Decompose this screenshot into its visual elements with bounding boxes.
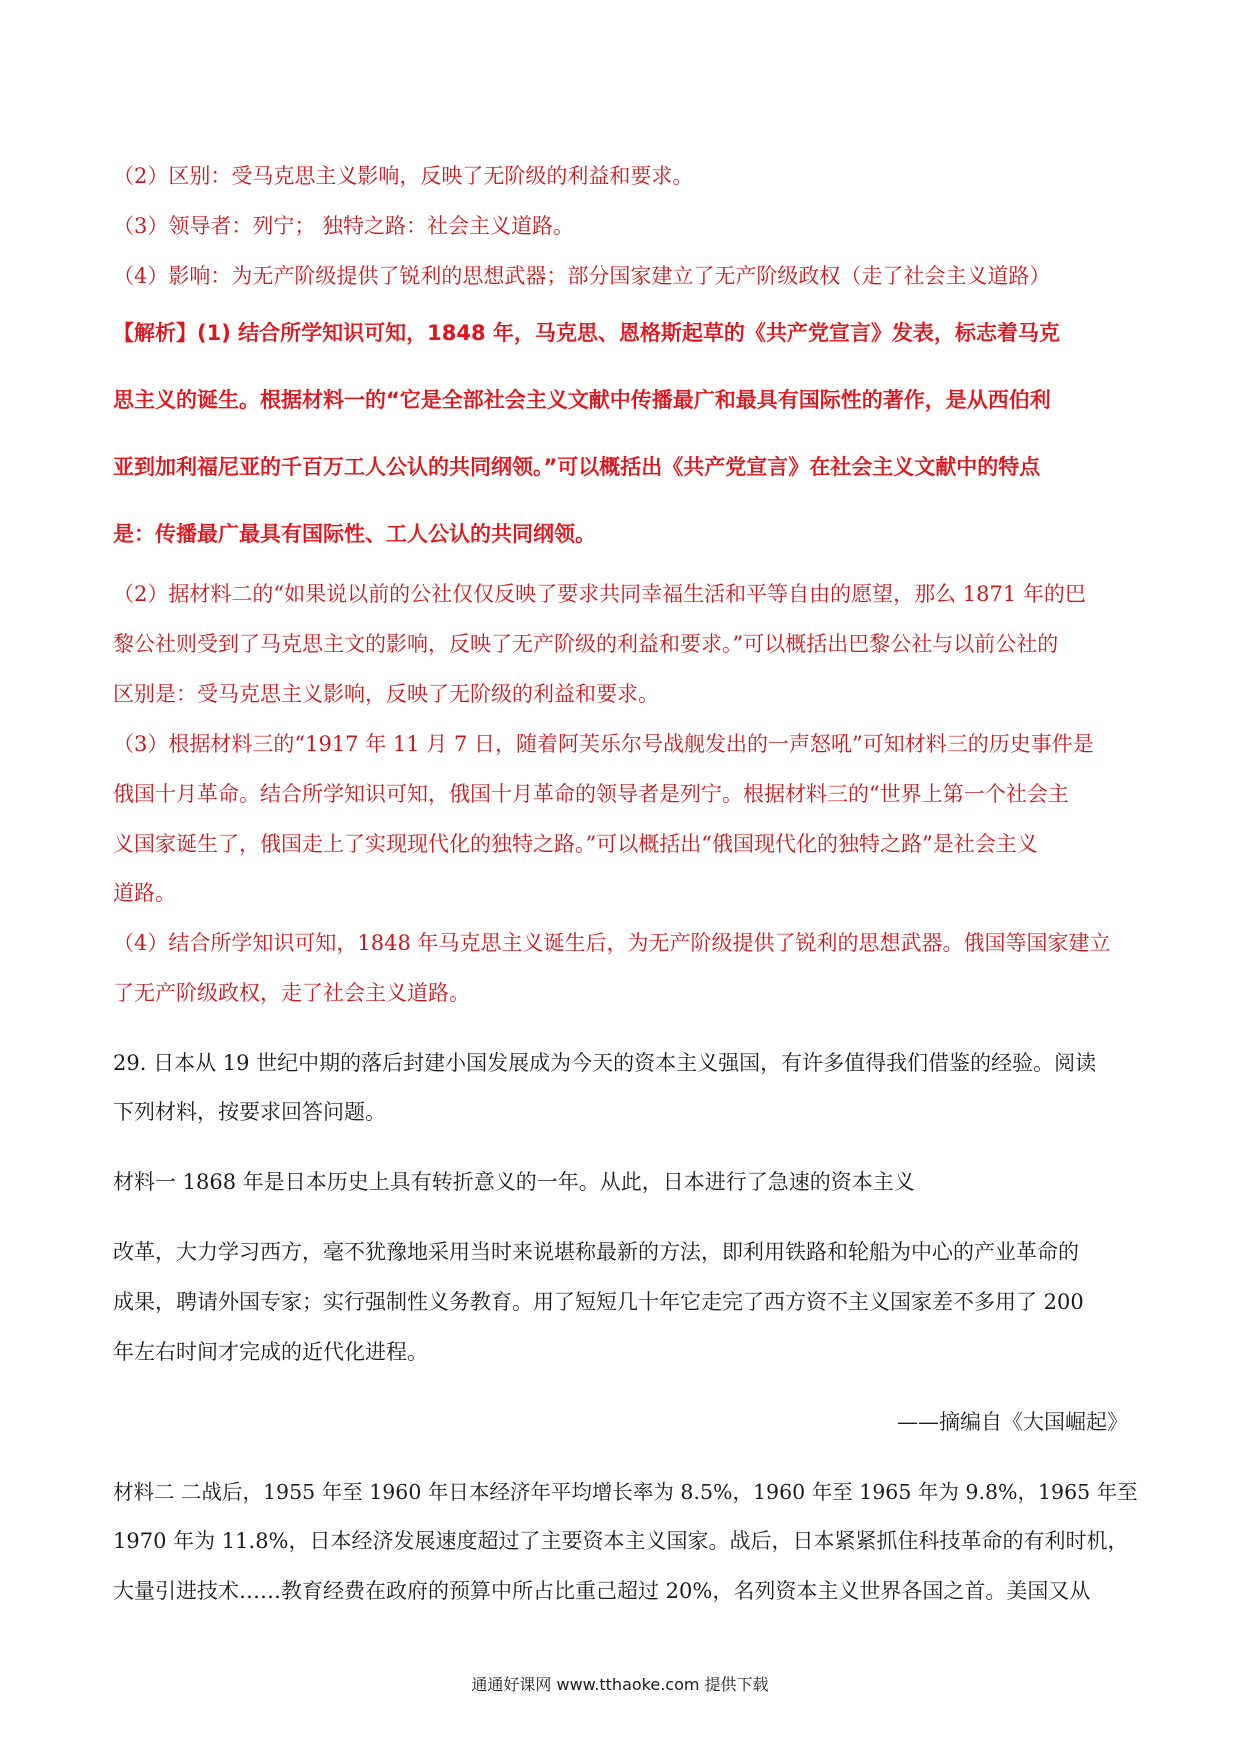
material-1-line-2: 改革，大力学习西方，毫不犹豫地采用当时来说堪称最新的方法，即利用铁路和轮船为中心的产业革命的 <box>113 1240 1079 1264</box>
material-1-source: ——摘编自《大国崛起》 <box>897 1410 1128 1434</box>
material-2-line-1: 材料二 二战后，1955 年至 1960 年日本经济年平均增长率为 8.5%，1960 年至 1965 年为 9.8%，1965 年至 <box>113 1480 1138 1504</box>
analysis-2-line-2: 黎公社则受到了马克思主文的影响，反映了无产阶级的利益和要求。”可以概括出巴黎公社与以前公社的 <box>113 632 1059 656</box>
material-1-line-4: 年左右时间才完成的近代化进程。 <box>113 1340 428 1364</box>
question-29-stem-line-2: 下列材料，按要求回答问题。 <box>113 1100 386 1124</box>
analysis-3-line-4: 道路。 <box>113 881 176 905</box>
analysis-4-line-1: （4）结合所学知识可知，1848 年马克思主义诞生后，为无产阶级提供了锐利的思想武器。俄国等国家建立 <box>113 931 1111 955</box>
material-1-line-1: 材料一 1868 年是日本历史上具有转折意义的一年。从此，日本进行了急速的资本主义 <box>113 1170 915 1194</box>
analysis-1-line-3: 亚到加利福尼亚的千百万工人公认的共同纲领。”可以概括出《共产党宣言》在社会主义文献中的特点 <box>113 455 1041 479</box>
material-2-line-3: 大量引进技术……教育经费在政府的预算中所占比重己超过 20%，名列资本主义世界各国之首。美国又从 <box>113 1579 1091 1603</box>
analysis-3-line-2: 俄国十月革命。结合所学知识可知，俄国十月革命的领导者是列宁。根据材料三的“世界上第一个社会主 <box>113 782 1069 806</box>
analysis-2-line-1: （2）据材料二的“如果说以前的公社仅仅反映了要求共同幸福生活和平等自由的愿望，那么 1871 年的巴 <box>113 582 1086 606</box>
answer-4: （4）影响：为无产阶级提供了锐利的思想武器；部分国家建立了无产阶级政权（走了社会主义道路） <box>113 264 1051 288</box>
analysis-2-line-3: 区别是：受马克思主义影响，反映了无阶级的利益和要求。 <box>113 682 659 706</box>
material-2-line-2: 1970 年为 11.8%，日本经济发展速度超过了主要资本主义国家。战后，日本紧紧抓住科技革命的有利时机， <box>113 1529 1129 1553</box>
analysis-4-line-2: 了无产阶级政权，走了社会主义道路。 <box>113 981 470 1005</box>
material-1-line-3: 成果，聘请外国专家；实行强制性义务教育。用了短短几十年它走完了西方资不主义国家差不多用了 200 <box>113 1290 1084 1314</box>
analysis-1-line-2: 思主义的诞生。根据材料一的“它是全部社会主义文献中传播最广和最具有国际性的著作，是从西伯利 <box>113 388 1051 412</box>
analysis-1-line-1: 【解析】(1) 结合所学知识可知，1848 年，马克思、恩格斯起草的《共产党宣言》发表，标志着马克 <box>113 321 1060 345</box>
analysis-3-line-3: 义国家诞生了，俄国走上了实现现代化的独特之路。”可以概括出“俄国现代化的独特之路”是社会主义 <box>113 832 1038 856</box>
question-29-stem-line-1: 29. 日本从 19 世纪中期的落后封建小国发展成为今天的资本主义强国，有许多值得我们借鉴的经验。阅读 <box>113 1051 1097 1075</box>
analysis-3-line-1: （3）根据材料三的“1917 年 11 月 7 日，随着阿芙乐尔号战舰发出的一声怒吼”可知材料三的历史事件是 <box>113 732 1094 756</box>
page-footer: 通通好课网 www.tthaoke.com 提供下载 <box>471 1675 769 1694</box>
analysis-1-line-4: 是：传播最广最具有国际性、工人公认的共同纲领。 <box>113 522 596 546</box>
answer-2: （2）区别：受马克思主义影响，反映了无阶级的利益和要求。 <box>113 164 694 188</box>
answer-3: （3）领导者：列宁； 独特之路：社会主义道路。 <box>113 214 575 238</box>
